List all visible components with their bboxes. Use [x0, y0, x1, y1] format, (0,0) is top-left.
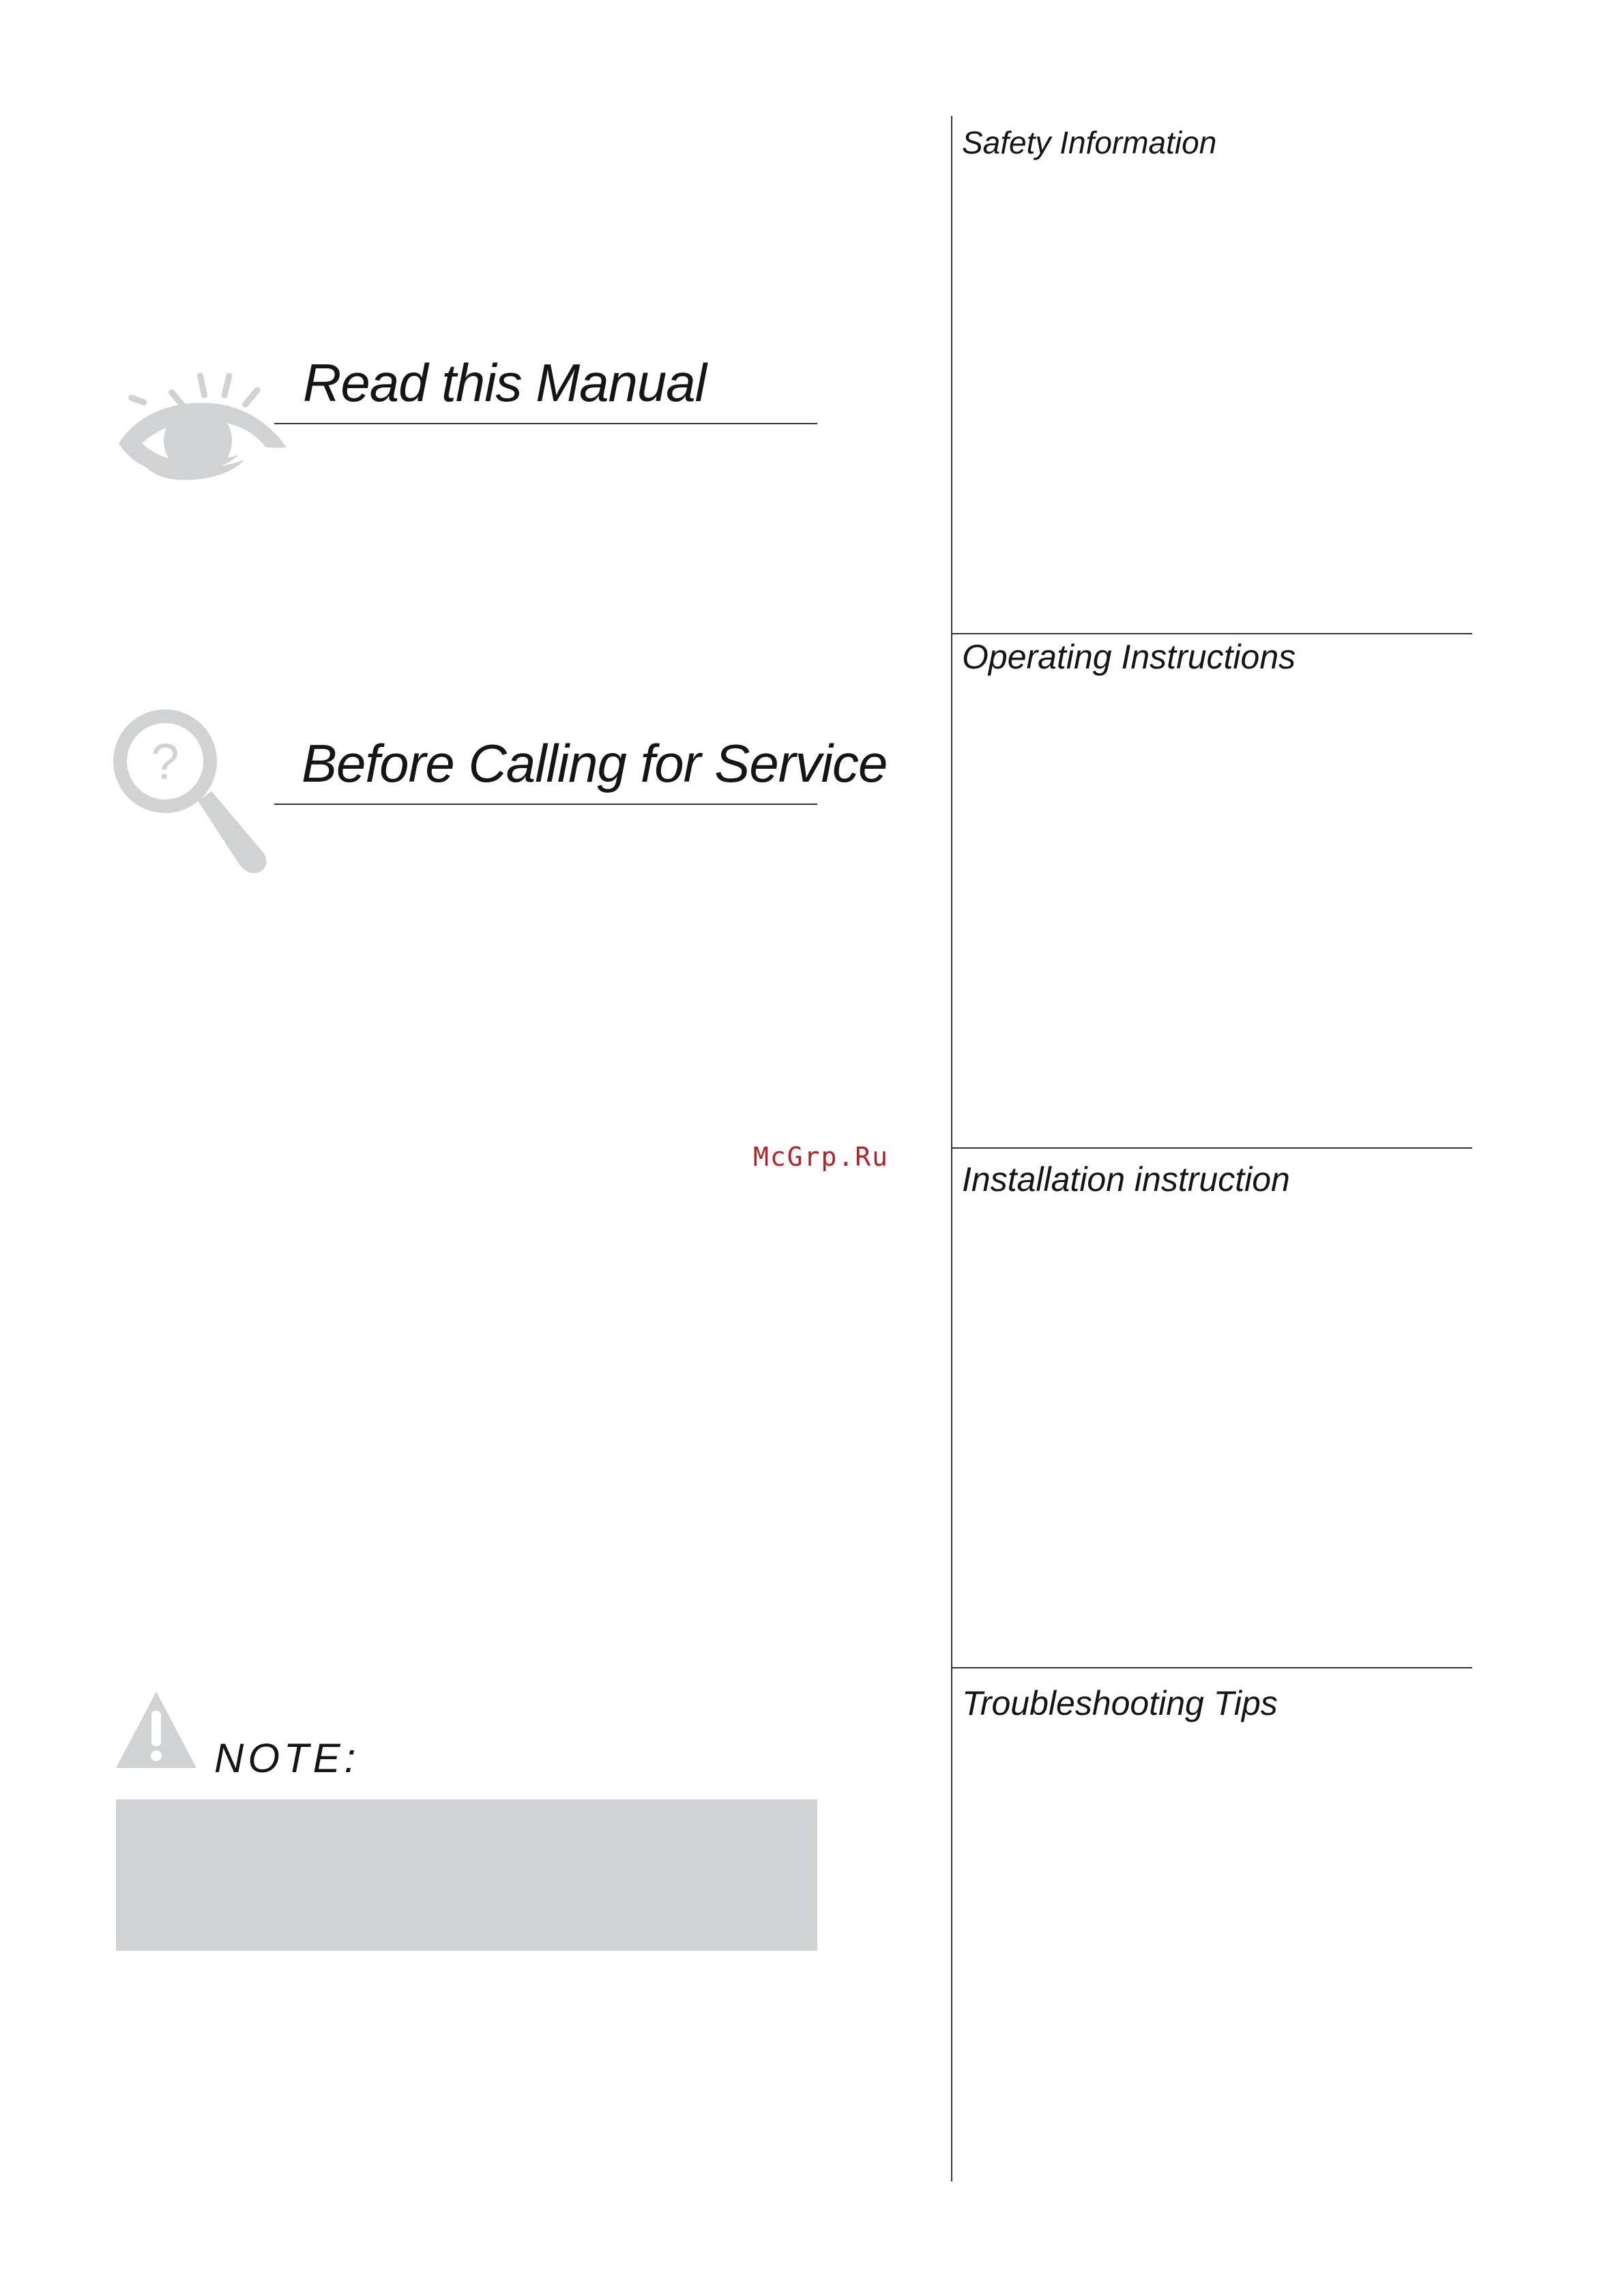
- svg-text:?: ?: [151, 733, 179, 790]
- section-title-read-manual: Read this Manual: [303, 353, 707, 413]
- section-rule-before-service: [274, 804, 817, 805]
- note-label: NOTE:: [214, 1735, 360, 1781]
- toc-installation-instruction: Installation instruction: [962, 1160, 1290, 1198]
- magnifier-question-icon: [112, 708, 276, 879]
- warning-icon: [115, 1690, 198, 1769]
- toc-operating-instructions: Operating Instructions: [962, 638, 1296, 676]
- toc-rule-troubleshooting: [951, 1667, 1472, 1668]
- note-box: [116, 1799, 817, 1951]
- column-divider: [951, 116, 952, 2181]
- toc-rule-installation: [951, 1147, 1472, 1149]
- toc-rule-operating: [951, 633, 1472, 634]
- section-rule-read-manual: [274, 423, 817, 424]
- toc-safety-information: Safety Information: [962, 125, 1217, 160]
- eye-icon: [115, 367, 292, 483]
- section-title-before-service: Before Calling for Service: [302, 733, 888, 793]
- watermark: McGrp.Ru: [753, 1142, 890, 1172]
- toc-troubleshooting-tips: Troubleshooting Tips: [962, 1684, 1278, 1722]
